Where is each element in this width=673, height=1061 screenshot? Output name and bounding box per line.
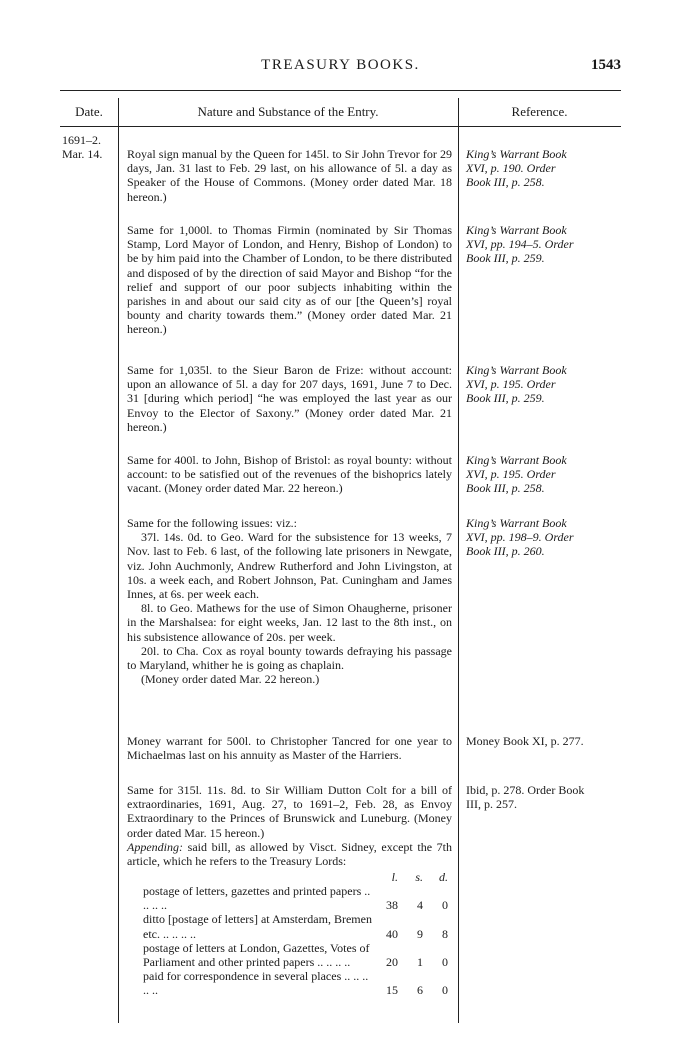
amount-shillings: 9: [417, 926, 423, 941]
header-rule-bottom: [60, 126, 621, 127]
reference-line: Money Book XI, p. 277.: [466, 734, 584, 748]
amount-pounds: 15: [386, 983, 398, 998]
amount-pence: 0: [442, 983, 448, 998]
issue-item: 20l. to Cha. Cox as royal bounty towards defraying his passage to Maryland, whither he is going as chaplain.: [127, 643, 452, 673]
reference-line: King’s Warrant Book: [466, 223, 567, 237]
reference-line: King’s Warrant Book: [466, 363, 567, 377]
amount-pounds: 38: [386, 898, 398, 913]
page-title: TREASURY BOOKS.: [261, 57, 420, 73]
amount-pence: 8: [442, 926, 448, 941]
amount-pounds: 20: [386, 955, 398, 970]
entry-issues: [127, 516, 452, 686]
account-row: [143, 969, 448, 997]
column-divider-date: [118, 98, 119, 1023]
entry-text: Royal sign manual by the Queen for 145l. to Sir John Trevor for 29 days, Jan. 31 last to Feb. 29 last, on his allowance of 5l. a day as Speaker of the House of Commons. (Money order dated Mar. 18 hereon.): [127, 147, 452, 204]
appending-text: said bill, as allowed by Visct. Sidney, except the 7th article, which he refers to the Treasury Lords:: [127, 839, 453, 869]
column-header-nature: Nature and Substance of the Entry.: [197, 104, 379, 119]
appending-note: [127, 840, 452, 868]
entry-text: Same for 400l. to John, Bishop of Bristol: as royal bounty: without account: to be satisfied out of the revenues of the bishoprics lately vacant. (Money order dated Mar. 22 hereon.): [127, 453, 452, 496]
amount-pence: 0: [442, 955, 448, 970]
date-day: Mar. 14.: [62, 147, 103, 161]
amount-shillings: 6: [417, 983, 423, 998]
reference-line: Book III, p. 260.: [466, 544, 545, 559]
account-table: [143, 870, 448, 998]
running-header: [60, 57, 621, 79]
reference-line: Book III, p. 258.: [466, 175, 545, 190]
header-pence: d.: [439, 870, 448, 884]
date-year: 1691–2.: [62, 133, 101, 147]
reference-line: XVI, p. 195. Order: [466, 467, 556, 482]
reference-line: Ibid, p. 278. Order Book: [466, 783, 585, 797]
money-order-note: (Money order dated Mar. 22 hereon.): [141, 672, 320, 687]
reference-line: King’s Warrant Book: [466, 453, 567, 467]
header-shillings: s.: [415, 870, 423, 884]
header-pounds: l.: [391, 870, 398, 884]
reference-line: Book III, p. 259.: [466, 391, 545, 406]
reference-line: XVI, pp. 198–9. Order: [466, 530, 574, 545]
entry-reference: [466, 734, 621, 748]
reference-line: XVI, p. 190. Order: [466, 161, 556, 176]
issue-item: 37l. 14s. 0d. to Geo. Ward for the subsistence for 13 weeks, 7 Nov. last to Feb. 6 last, of the following late prisoners in Newgate, viz. John Auchmonly, Andrew Rutherford and John Livingston, at 10s. a week each, and Robert Johnson, Pat. Cuningham and James Innes, at 6s. per week each.: [127, 530, 452, 602]
account-row: [143, 941, 448, 969]
column-header-date: Date.: [75, 104, 103, 119]
entry-text: Same for 315l. 11s. 8d. to Sir William Dutton Colt for a bill of extraordinaries, 1691, Aug. 27, to 1691–2, Feb. 28, as Envoy Extraordinary to the Princes of Brunswick and Luneburg. (Money order dated Mar. 15 hereon.): [127, 783, 452, 840]
entry-text: Same for the following issues: viz.:: [127, 516, 297, 530]
amount-shillings: 1: [417, 955, 423, 970]
reference-line: King’s Warrant Book: [466, 147, 567, 161]
reference-line: XVI, pp. 194–5. Order: [466, 237, 574, 252]
appending-label: Appending:: [127, 839, 183, 854]
entry-reference: [466, 147, 621, 190]
reference-line: III, p. 257.: [466, 797, 517, 812]
reference-line: XVI, p. 195. Order: [466, 377, 556, 392]
entry-text: Same for 1,035l. to the Sieur Baron de Frize: without account: upon an allowance of 5l. a day for 207 days, 1691, June 7 to Dec. 31 [during which period] “he was employed the last year as our Envoy to the Elector of Saxony.” (Money order dated Mar. 21 hereon.): [127, 363, 452, 434]
entry-reference: [466, 223, 621, 266]
issue-item: 8l. to Geo. Mathews for the use of Simon Ohaugherne, prisoner in the Marshalsea: for eight weeks, Jan. 12 last to the 8th inst., on his subsistence allowance of 20s. per week.: [127, 601, 452, 644]
account-header: [378, 870, 448, 884]
account-row: [143, 912, 448, 940]
reference-line: Book III, p. 259.: [466, 251, 545, 266]
account-label: paid for correspondence in several places .. .. .. .. ..: [143, 969, 369, 998]
account-row: [143, 884, 448, 912]
amount-pounds: 40: [386, 926, 398, 941]
entry-bill: [127, 783, 452, 868]
account-label: postage of letters at London, Gazettes, Votes of Parliament and other printed papers .. .. .. ..: [143, 940, 370, 970]
amount-shillings: 4: [417, 898, 423, 913]
reference-line: Book III, p. 258.: [466, 481, 545, 496]
account-label: postage of letters, gazettes and printed papers .. .. .. ..: [143, 884, 371, 913]
column-divider-reference: [458, 98, 459, 1023]
header-rule-top: [60, 90, 621, 91]
column-header-reference: Reference.: [511, 104, 568, 119]
entry-reference: [466, 363, 621, 406]
entry-reference: [466, 516, 621, 559]
entry-reference: [466, 783, 621, 811]
account-label: ditto [postage of letters] at Amsterdam, Bremen etc. .. .. .. ..: [143, 912, 372, 941]
amount-pence: 0: [442, 898, 448, 913]
entry-text: Same for 1,000l. to Thomas Firmin (nominated by Sir Thomas Stamp, Lord Mayor of London, and Henry, Bishop of London) to be by him paid into the Chamber of London, to be there distributed and disposed of by the direction of said Mayor and Bishop “for the relief and support of our poor subjects inhabiting within the parishes in and about our said city as of our [the Queen’s] royal bounty and charity towards them.” (Money order dated Mar. 21 hereon.): [127, 223, 452, 337]
entry-reference: [466, 453, 621, 496]
page-number: 1543: [591, 57, 621, 73]
entry-text: Money warrant for 500l. to Christopher Tancred for one year to Michaelmas last on his annuity as Master of the Harriers.: [127, 734, 452, 763]
reference-line: King’s Warrant Book: [466, 516, 567, 530]
